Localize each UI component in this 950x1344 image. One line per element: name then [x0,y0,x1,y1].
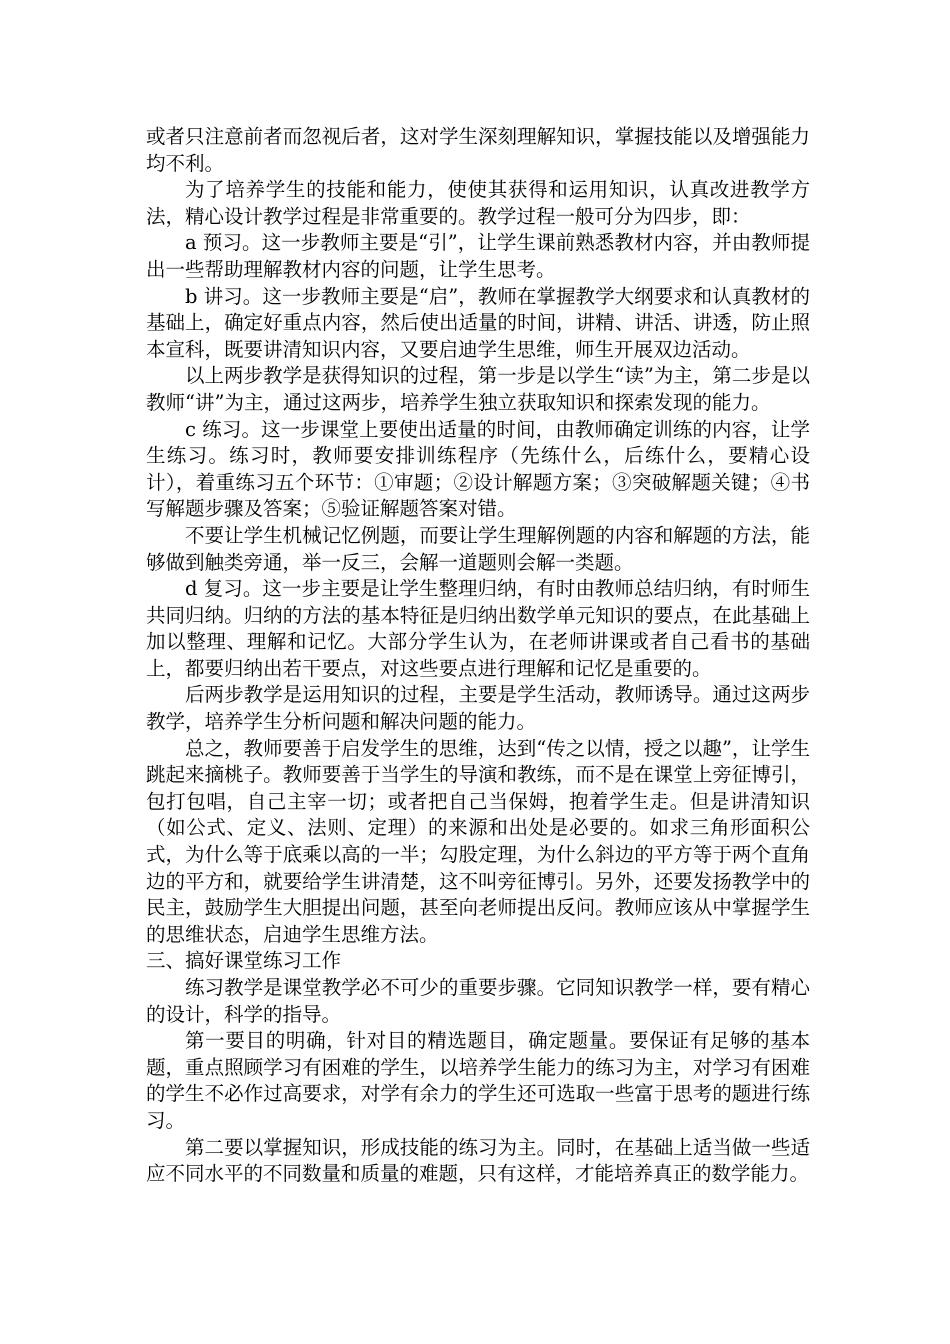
paragraph-step-b-lecture: b 讲习。这一步教师主要是“启”，教师在掌握教学大纲要求和认真教材的基础上，确定好重点内容，然后使出适量的时间，讲精、讲活、讲透，防止照本宣科，既要讲清知识内容，又要启迪学生思维，师生开展双边活动。 [146,284,810,361]
paragraph-first-two-steps: 以上两步教学是获得知识的过程，第一步是以学生“读”为主，第二步是以教师“讲”为主，通过这两步，培养学生独立获取知识和探索发现的能力。 [146,364,810,414]
paragraph-last-two-steps: 后两步教学是运用知识的过程，主要是学生活动，教师诱导。通过这两步教学，培养学生分析问题和解决问题的能力。 [146,683,810,734]
section-heading-three: 三、搞好课堂练习工作 [146,949,342,973]
paragraph-step-d-review: d 复习。这一步主要是让学生整理归纳，有时由教师总结归纳，有时师生共同归纳。归纳的方法的基本特征是归纳出数学单元知识的要点，在此基础上加以整理、理解和记忆。大部分学生认为，在老师讲课或者自己看书的基础上，都要归纳出若干要点，对这些要点进行理解和记忆是重要的。 [146,577,810,680]
paragraph-step-a-preview: a 预习。这一步教师主要是“引”，让学生课前熟悉教材内容，并由教师提出一些帮助理解教材内容的问题，让学生思考。 [146,231,810,281]
paragraph-example-problems: 不要让学生机械记忆例题，而要让学生理解例题的内容和解题的方法，能够做到触类旁通，举一反三，会解一道题则会解一类题。 [146,523,810,574]
paragraph-first-requirement: 第一要目的明确，针对目的精选题目，确定题量。要保证有足够的基本题，重点照顾学习有困难的学生，以培养学生能力的练习为主，对学习有困难的学生不必作过高要求，对学有余力的学生还可选取一些富于思考的题进行练习。 [146,1029,810,1132]
paragraph-summary: 总之，教师要善于启发学生的思维，达到“传之以情，授之以趣”，让学生跳起来摘桃子。教师要善于当学生的导演和教练，而不是在课堂上旁征博引，包打包唱，自己主宰一切；或者把自己当保姆，抱着学生走。但是讲清知识（如公式、定义、法则、定理）的来源和出处是必要的。如求三角形面积公式，为什么等于底乘以高的一半；勾股定理，为什么斜边的平方等于两个直角边的平方和，就要给学生讲清楚，这不叫旁征博引。另外，还要发扬教学中的民主，鼓励学生大胆提出问题，甚至向老师提出反问。教师应该从中掌握学生的思维状态，启迪学生思维方法。 [146,736,810,946]
paragraph-step-c-practice: c 练习。这一步课堂上要使出适量的时间，由教师确定训练的内容，让学生练习。练习时，教师要安排训练程序（先练什么，后练什么，要精心设计），着重练习五个环节：①审题；②设计解题方案；③突破解题关键；④书写解题步骤及答案；⑤验证解题答案对错。 [146,417,810,521]
paragraph-teaching-process-intro: 为了培养学生的技能和能力，使使其获得和运用知识，认真改进教学方法，精心设计教学过程是非常重要的。教学过程一般可分为四步，即： [146,178,810,228]
paragraph-practice-teaching: 练习教学是课堂教学必不可少的重要步骤。它同知识教学一样，要有精心的设计，科学的指导。 [146,976,810,1026]
document-body [146,124,810,1188]
paragraph-continuation: 或者只注意前者而忽视后者，这对学生深刻理解知识，掌握技能以及增强能力均不利。 [146,125,810,175]
paragraph-second-requirement: 第二要以掌握知识，形成技能的练习为主。同时，在基础上适当做一些适应不同水平的不同数量和质量的难题，只有这样，才能培养真正的数学能力。 [146,1135,810,1186]
